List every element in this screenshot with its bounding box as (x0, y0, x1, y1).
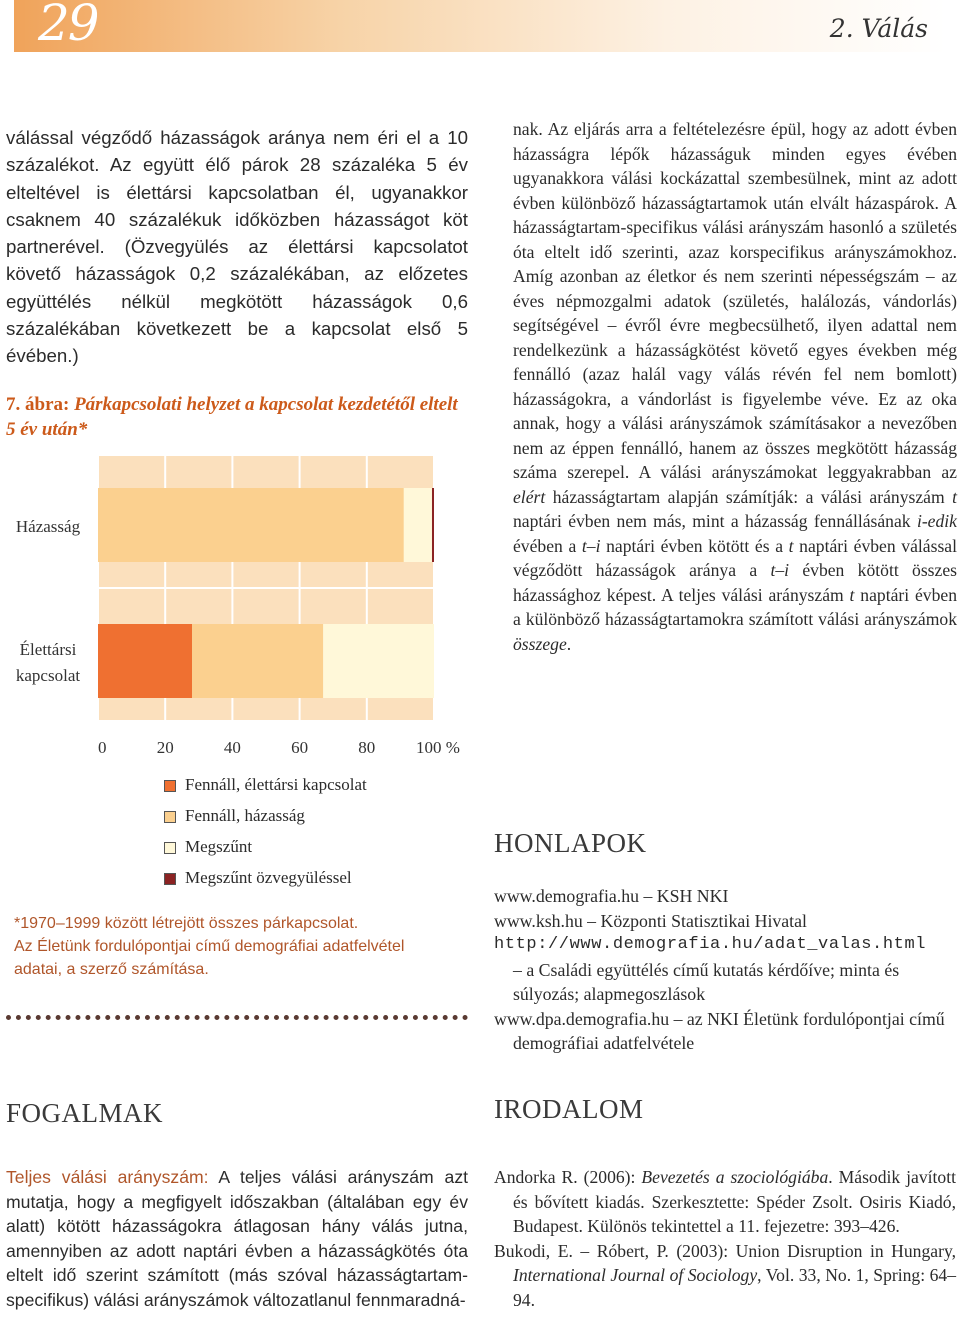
link-dpa[interactable]: www.dpa.demografia.hu – az NKI Életünk fordulópontjai című demográfiai adatfelvétele (494, 1008, 945, 1053)
figure-title (6, 392, 466, 442)
figure-note (14, 912, 454, 981)
reference-title: International Journal of Sociology (513, 1265, 758, 1285)
reference-details: . Második javított és bővített kiadás. Szerkesztette: Spéder Zsolt. Osiris Kiadó, Budapest. Különös tekintettel a 11. fejezetre: 393–426. (513, 1167, 957, 1236)
legend-swatch (164, 873, 176, 885)
definition-term: Teljes válási arányszám: (6, 1167, 209, 1187)
right-emphasis: t–i (581, 535, 601, 556)
right-emphasis: t–i (770, 560, 790, 580)
x-tick-label: 0 (98, 738, 107, 757)
honlapok-list (494, 884, 956, 1056)
bar-segment (98, 624, 192, 698)
definition-text: A teljes válási arányszám azt mutatja, hogy a megfigyelt időszakban (általában egy év alatt) kötött házasságokra átlagosan hány válás jutna, amennyiben az adott naptári évben a házasságkötés óta eltelt idő szerint számított (más szóval házasságtartam-specifikus) válási arányszámok változatlanul fennmaradná- (6, 1167, 469, 1310)
right-emphasis: összege (513, 633, 567, 654)
irodalom-heading: IRODALOM (494, 1094, 644, 1124)
legend-swatch (164, 780, 176, 792)
right-text-part: naptári évben a különböző házasságtartamokra számított válási arányszámok (513, 584, 957, 629)
legend-item (160, 803, 480, 834)
figure-note-source: Az Életünk fordulópontjai című demográfiai adatfelvétel adatai, a szerző számítása. (14, 938, 405, 978)
link-adat-valas[interactable]: http://www.demografia.hu/adat_valas.html (494, 935, 927, 954)
legend-item (160, 865, 480, 896)
right-text-part: évben kötött összes házassághoz képest. A teljes válási arányszám (513, 560, 957, 605)
right-emphasis: elért (513, 486, 546, 507)
references-list (494, 1165, 956, 1312)
right-text-part: naptári évben kötött és a (600, 535, 789, 556)
right-emphasis: t (952, 486, 957, 507)
link-demografia[interactable]: www.demografia.hu – KSH NKI (494, 886, 729, 906)
reference-author: Andorka R. (2006): (494, 1167, 642, 1187)
figure-caption: Párkapcsolati helyzet a kapcsolat kezdetétől eltelt 5 év után* (6, 394, 458, 440)
reference-title: Bevezetés a szociológiába (641, 1167, 829, 1187)
bar-segment (98, 488, 404, 562)
section-title: 2. Válás (829, 14, 928, 43)
figure-note-line1: *1970–1999 között létrejött összes párkapcsolat. (14, 915, 359, 932)
bar-segment (404, 488, 432, 562)
right-text-part: házasságtartam alapján számítják: a válási arányszám (545, 486, 953, 507)
legend-swatch (164, 842, 176, 854)
left-body-text: válással végződő házasságok aránya nem éri el a 10 százalékot. Az együtt élő párok 28 százaléka 5 év elteltével is élettársi kapcsolatban él, ugyanakkor csaknem 40 százalékuk időközben házasságot köt partnerével. (Özvegyülés az élettársi kapcsolatot követő házasságok 0,2 százalékában, az előzetes együttélés nélkül megkötött házasságok 0,6 százalékában következett be a kapcsolat első 5 évében.) (6, 127, 468, 367)
link-ksh[interactable]: www.ksh.hu – Központi Statisztikai Hivatal (494, 910, 807, 931)
legend-item (160, 834, 480, 865)
reference-item (494, 1165, 956, 1239)
chart-svg (0, 448, 480, 768)
legend-label: Fennáll, élettársi kapcsolat (185, 775, 367, 794)
bar-segment (192, 624, 323, 698)
page-header-band (14, 0, 946, 52)
right-emphasis: i-edik (916, 511, 957, 531)
legend-label: Megszűnt özvegyüléssel (185, 868, 352, 887)
fogalmak-text (6, 1165, 468, 1312)
reference-item (494, 1239, 956, 1313)
fogalmak-heading: FOGALMAK (6, 1098, 164, 1128)
stacked-bar-chart (0, 448, 480, 768)
x-tick-label: 80 (358, 738, 376, 757)
bar-segment (323, 624, 434, 698)
link-adat-valas-desc: – a Családi együttélés című kutatás kérdőíve; minta és súlyozás; alapmegoszlások (513, 959, 900, 1004)
right-text-part: . (566, 633, 572, 654)
x-tick-label: 40 (223, 738, 241, 757)
legend-item (160, 772, 480, 803)
legend-label: Megszűnt (185, 837, 253, 856)
legend-swatch (164, 811, 176, 823)
category-label: kapcsolat (15, 666, 81, 685)
x-tick-label: 100 % (416, 738, 460, 757)
page-number: 29 (38, 0, 98, 52)
figure-number: 7. ábra: (6, 394, 70, 415)
right-emphasis: t (788, 535, 794, 556)
right-text-part: évében a (513, 535, 582, 556)
category-label: Élettársi (19, 640, 77, 659)
bar-segment (432, 488, 434, 562)
right-text-part: naptári évben nem más, mint a házasság fennállásának (513, 511, 917, 531)
category-label: Házasság (15, 517, 81, 536)
right-text-part: naptári évben válással végződött házasságok aránya a (513, 535, 957, 580)
x-tick-label: 60 (291, 738, 309, 757)
right-emphasis: t (849, 584, 855, 605)
chart-legend (160, 772, 480, 896)
reference-details: , Vol. 33, No. 1, Spring: 64–94. (513, 1265, 957, 1310)
right-body-text (513, 117, 957, 656)
reference-author: Bukodi, E. – Róbert, P. (2003): Union Disruption in Hungary, (494, 1240, 956, 1261)
honlapok-heading: HONLAPOK (494, 828, 647, 858)
right-text-part: nak. Az eljárás arra a feltételezésre épül, hogy az adott évben házasságra lépők házasságuk minden egyes évében ugyanakkora válási kockázattal szembesülnek, mint az adott évben különböző házasságtartamok után elvált házaspárok. A házasságtartam-specifikus válási arányszám hasonló a születés óta eltelt idő szerinti, azaz korspecifikus arányszámokhoz. Amíg azonban az életkor és nem szerinti népességszám – az éves népmozgalmi adatok (születés, halálozás, vándorlás) segítségével – évről évre megbecsülhető, ilyen adattal nem rendelkezünk a házasságkötést követő egyes években még fennálló (azaz halál vagy válás révén fel nem bomlott) házasságokra, a vándorlást is figyelembe véve. Ez az oka annak, hogy a válási arányszámok számításakor a nevezőben nem az éppen fennálló, hanem az összes megkötött házasság száma szerepel. A válási arányszámokat leggyakrabban az (513, 119, 957, 482)
x-tick-label: 20 (156, 738, 174, 757)
legend-label: Fennáll, házasság (185, 806, 305, 825)
dotted-divider (6, 1015, 468, 1026)
